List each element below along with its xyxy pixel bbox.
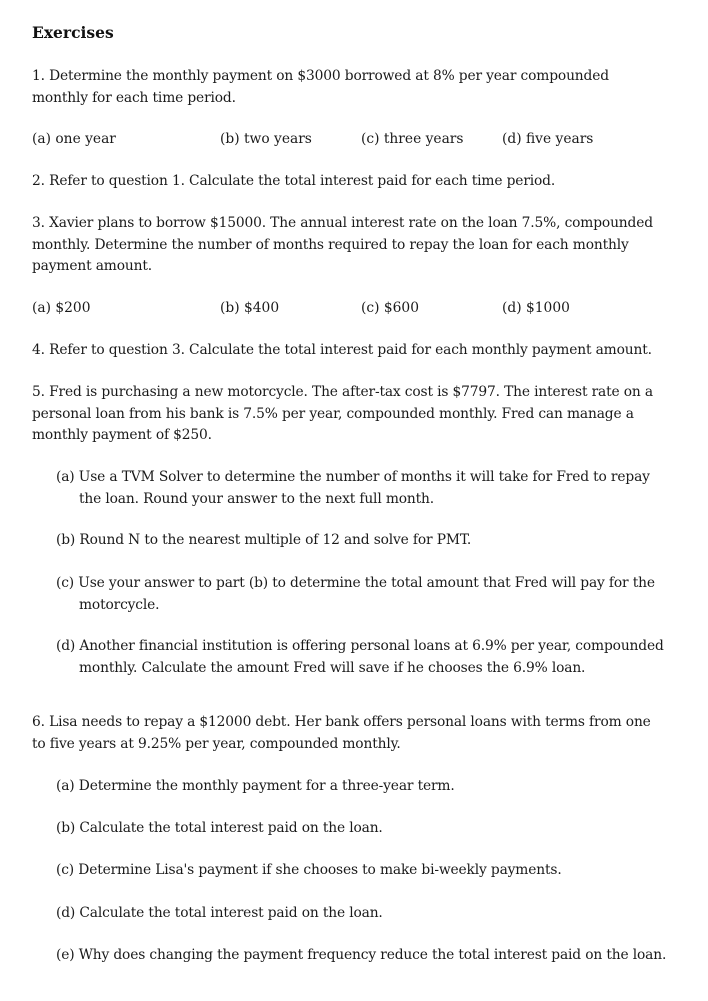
question-1-options <box>32 129 668 151</box>
option-c: (c) $600 <box>361 300 419 316</box>
question-3-options <box>32 298 668 320</box>
question-4: 4. Refer to question 3. Calculate the total interest paid for each monthly payment amount. <box>32 342 652 358</box>
option-b: (b) two years <box>220 131 312 147</box>
question-5: 5. Fred is purchasing a new motorcycle. The after-tax cost is $7797. The interest rate on a personal loan from his bank is 7.5% per year, compounded monthly. Fred can manage a monthly payment of $250. <box>32 384 653 443</box>
question-1: 1. Determine the monthly payment on $3000 borrowed at 8% per year compounded monthly for each time period. <box>32 68 609 106</box>
question-5-part-c: (c) Use your answer to part (b) to determine the total amount that Fred will pay for the motorcycle. <box>56 575 655 613</box>
question-6-part-a: (a) Determine the monthly payment for a three-year term. <box>56 778 455 794</box>
question-5-part-a: (a) Use a TVM Solver to determine the number of months it will take for Fred to repay the loan. Round your answer to the next full month. <box>56 469 650 507</box>
question-2: 2. Refer to question 1. Calculate the total interest paid for each time period. <box>32 173 556 189</box>
page-title: Exercises <box>32 23 114 42</box>
question-5-part-d: (d) Another financial institution is offering personal loans at 6.9% per year, compounded monthly. Calculate the amount Fred will save if he chooses the 6.9% loan. <box>56 638 664 676</box>
question-6: 6. Lisa needs to repay a $12000 debt. Her bank offers personal loans with terms from one to five years at 9.25% per year, compounded monthly. <box>32 714 651 752</box>
option-a: (a) $200 <box>32 300 91 316</box>
question-5-part-b: (b) Round N to the nearest multiple of 12 and solve for PMT. <box>56 532 472 548</box>
question-3: 3. Xavier plans to borrow $15000. The annual interest rate on the loan 7.5%, compounded monthly. Determine the number of months required to repay the loan for each monthly payment amount. <box>32 215 653 274</box>
question-6-part-d: (d) Calculate the total interest paid on the loan. <box>56 905 383 921</box>
option-c: (c) three years <box>361 131 464 147</box>
option-b: (b) $400 <box>220 300 280 316</box>
option-d: (d) $1000 <box>502 300 570 316</box>
option-a: (a) one year <box>32 131 116 147</box>
question-6-part-b: (b) Calculate the total interest paid on the loan. <box>56 820 383 836</box>
question-6-part-e: (e) Why does changing the payment frequency reduce the total interest paid on the loan. <box>56 947 667 963</box>
question-6-part-c: (c) Determine Lisa's payment if she chooses to make bi-weekly payments. <box>56 862 562 878</box>
option-d: (d) five years <box>502 131 594 147</box>
